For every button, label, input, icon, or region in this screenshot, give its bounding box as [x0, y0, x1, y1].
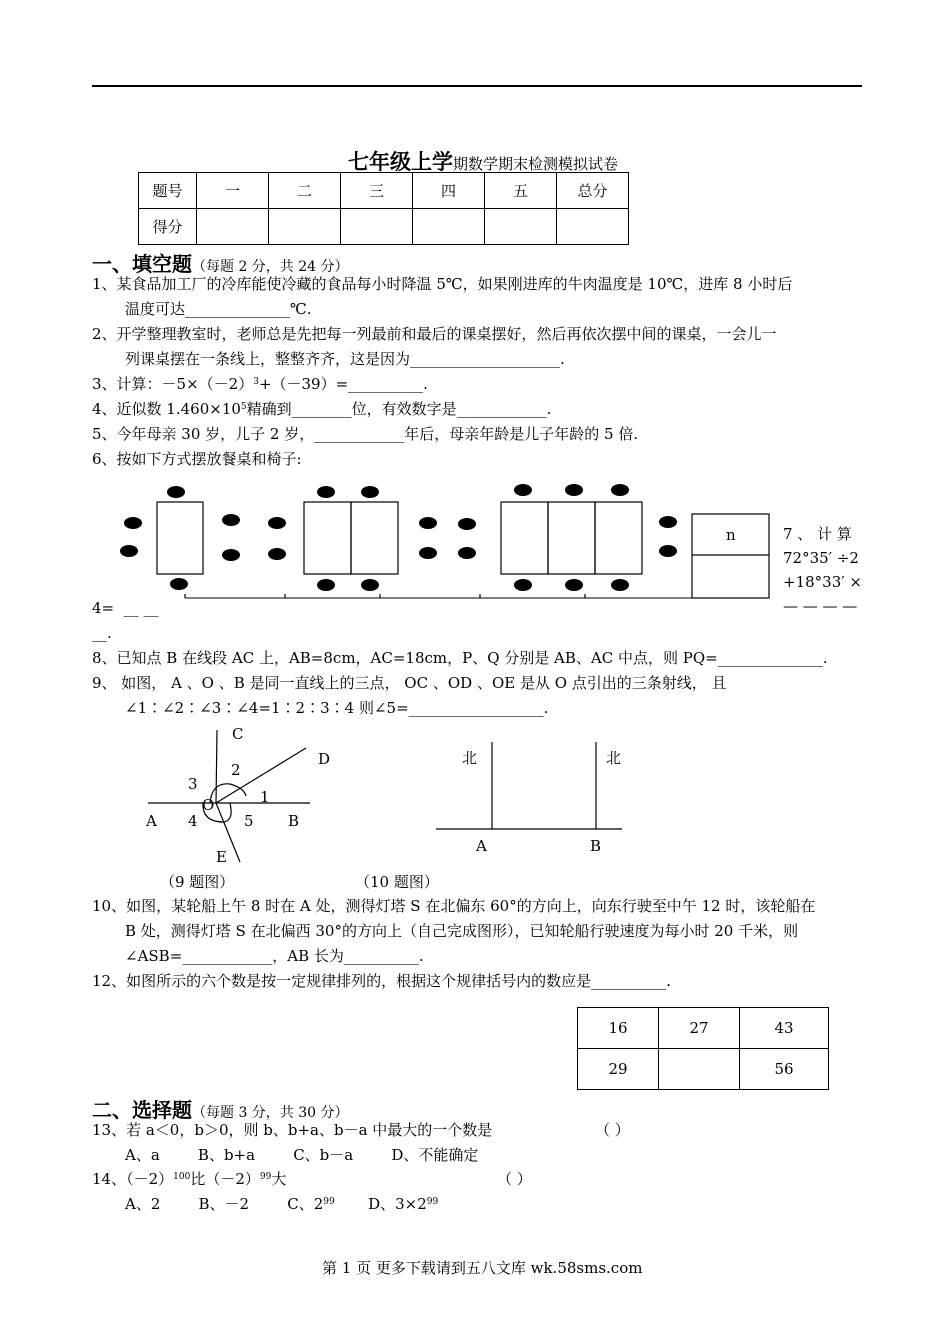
q6: 6、按如下方式摆放餐桌和椅子: [92, 450, 302, 468]
number-cell: 27 [659, 1008, 740, 1049]
chair [124, 517, 142, 529]
score-table [138, 172, 629, 245]
north-label-B: 北 [606, 749, 622, 767]
chair [565, 484, 583, 496]
q10-line2: B 处，测得灯塔 S 在北偏西 30°的方向上（自己完成图形），已知轮船行驶速度为每小时 20 千米，则 [125, 922, 799, 940]
q7-left: 4= __ __ [92, 599, 159, 617]
label-A: A [476, 837, 487, 855]
header-rule [92, 85, 862, 87]
q7-tail: __. [92, 624, 112, 642]
section1-heading: 一、填空题（每题 2 分，共 24 分） [92, 252, 349, 276]
chair [317, 486, 335, 498]
angle-4: 4 [188, 812, 198, 830]
chair [514, 484, 532, 496]
chair [659, 545, 677, 557]
chair [514, 579, 532, 591]
table [548, 502, 595, 574]
q9-line2: ∠1∶∠2∶∠3∶∠4=1∶2∶3∶4 则∠5=__________________. [125, 699, 549, 717]
chair [317, 579, 335, 591]
score-header-cell: 五 [485, 173, 557, 209]
angle-3: 3 [188, 775, 198, 793]
label-D: D [318, 750, 331, 768]
chair [120, 545, 138, 557]
label-C: C [232, 725, 244, 743]
chair [268, 517, 286, 529]
angle-2: 2 [231, 761, 241, 779]
chair [611, 484, 629, 496]
page-title: 七年级上学期数学期末检测模拟试卷 [348, 149, 619, 174]
label-A: A [146, 812, 157, 830]
q8: 8、已知点 B 在线段 AC 上，AB=8cm，AC=18cm，P、Q 分别是 AB、AC 中点，则 PQ=______________. [92, 649, 828, 667]
number-cell-blank[interactable] [659, 1049, 740, 1090]
angle-1: 1 [260, 788, 270, 806]
figure-10 [430, 738, 630, 858]
label-B: B [590, 837, 602, 855]
q7-right: 7 、 计 算 72°35′ ÷2 +18°33′ × — — — — [783, 525, 862, 615]
q9-line1: 9、 如图， A 、O 、B 是同一直线上的三点， OC 、OD 、OE 是从 O 点引出的三条射线， 且 [92, 674, 727, 692]
score-cell[interactable] [269, 209, 341, 245]
q1-line1: 1、某食品加工厂的冷库能使冷藏的食品每小时降温 5℃，如果刚进库的牛肉温度是 10℃，进库 8 小时后 [92, 275, 793, 293]
chair [565, 579, 583, 591]
page-footer: 第 1 页 更多下载请到五八文库 wk.58sms.com [322, 1259, 643, 1277]
table [304, 502, 351, 574]
table-chairs-figure [110, 478, 790, 603]
score-cell[interactable] [197, 209, 269, 245]
section2-heading: 二、选择题（每题 3 分，共 30 分） [92, 1098, 349, 1122]
number-table [577, 1007, 829, 1090]
score-header-cell: 总分 [557, 173, 629, 209]
angle-5: 5 [244, 812, 254, 830]
score-header-cell: 题号 [139, 173, 197, 209]
q2-line1: 2、开学整理教室时，老师总是先把每一列最前和最后的课桌摆好，然后再依次摆中间的课桌，一会儿一 [92, 325, 777, 343]
north-label-A: 北 [462, 749, 478, 767]
box-label-n: n [726, 526, 736, 544]
fig9-caption: （9 题图） [160, 873, 235, 891]
chair [419, 547, 437, 559]
number-cell: 16 [578, 1008, 659, 1049]
q3: 3、计算：$-5\times(-2)^3+(-39)=\_\_\_\_\_\_\_\_\_\_$. [92, 375, 428, 393]
chair [268, 548, 286, 560]
q10-line1: 10、如图，某轮船上午 8 时在 A 处，测得灯塔 S 在北偏东 60°的方向上，向东行驶至中午 12 时，该轮船在 [92, 897, 816, 915]
q1-line2: 温度可达______________℃. [125, 300, 312, 318]
q4: 4、近似数 $1.460\times 10^5$精确到________位，有效数字是____________. [92, 400, 552, 418]
label-B: B [288, 812, 300, 830]
fig10-caption: （10 题图） [355, 873, 439, 891]
score-header-cell: 四 [413, 173, 485, 209]
q13-options: A、a B、b+a C、b－a D、不能确定 [125, 1146, 479, 1164]
score-header-cell: 二 [269, 173, 341, 209]
chair [458, 547, 476, 559]
score-header-cell: 一 [197, 173, 269, 209]
chair [222, 514, 240, 526]
score-header-cell: 三 [341, 173, 413, 209]
chair [361, 486, 379, 498]
chair [170, 578, 188, 590]
q2-line2: 列课桌摆在一条线上，整整齐齐，这是因为____________________. [125, 350, 565, 368]
score-cell[interactable] [485, 209, 557, 245]
table [501, 502, 548, 574]
label-O: O [202, 796, 215, 814]
chair [361, 579, 379, 591]
chair [458, 518, 476, 530]
number-cell: 56 [740, 1049, 829, 1090]
score-cell[interactable] [341, 209, 413, 245]
number-cell: 43 [740, 1008, 829, 1049]
chair [419, 517, 437, 529]
table [157, 502, 203, 574]
label-E: E [216, 848, 227, 866]
chair [167, 486, 185, 498]
q13-answer-paren[interactable]: （ ） [595, 1121, 630, 1139]
figure-9 [140, 722, 340, 870]
q10-line3: ∠ASB=____________，AB 长为__________. [125, 947, 424, 965]
chair [222, 549, 240, 561]
table [595, 502, 642, 574]
table [351, 502, 398, 574]
q14-stem: 14、$(-2)^{100}$比$(-2)^{99}$大 [92, 1170, 287, 1188]
chair [611, 579, 629, 591]
q5: 5、今年母亲 30 岁，儿子 2 岁，____________年后，母亲年龄是儿子年龄的 5 倍. [92, 425, 639, 443]
score-cell[interactable] [413, 209, 485, 245]
chair [659, 516, 677, 528]
score-cell[interactable] [557, 209, 629, 245]
q13-stem: 13、若 a＜0，b＞0，则 b、b+a、b－a 中最大的一个数是 [92, 1121, 493, 1139]
q14-options: A、2 B、－2 C、$2^{99}$ D、$3\times 2^{99}$ [125, 1195, 439, 1213]
number-cell: 29 [578, 1049, 659, 1090]
q14-answer-paren[interactable]: （ ） [497, 1170, 532, 1188]
q12: 12、如图所示的六个数是按一定规律排列的，根据这个规律括号内的数应是__________. [92, 972, 671, 990]
score-row-label: 得分 [139, 209, 197, 245]
